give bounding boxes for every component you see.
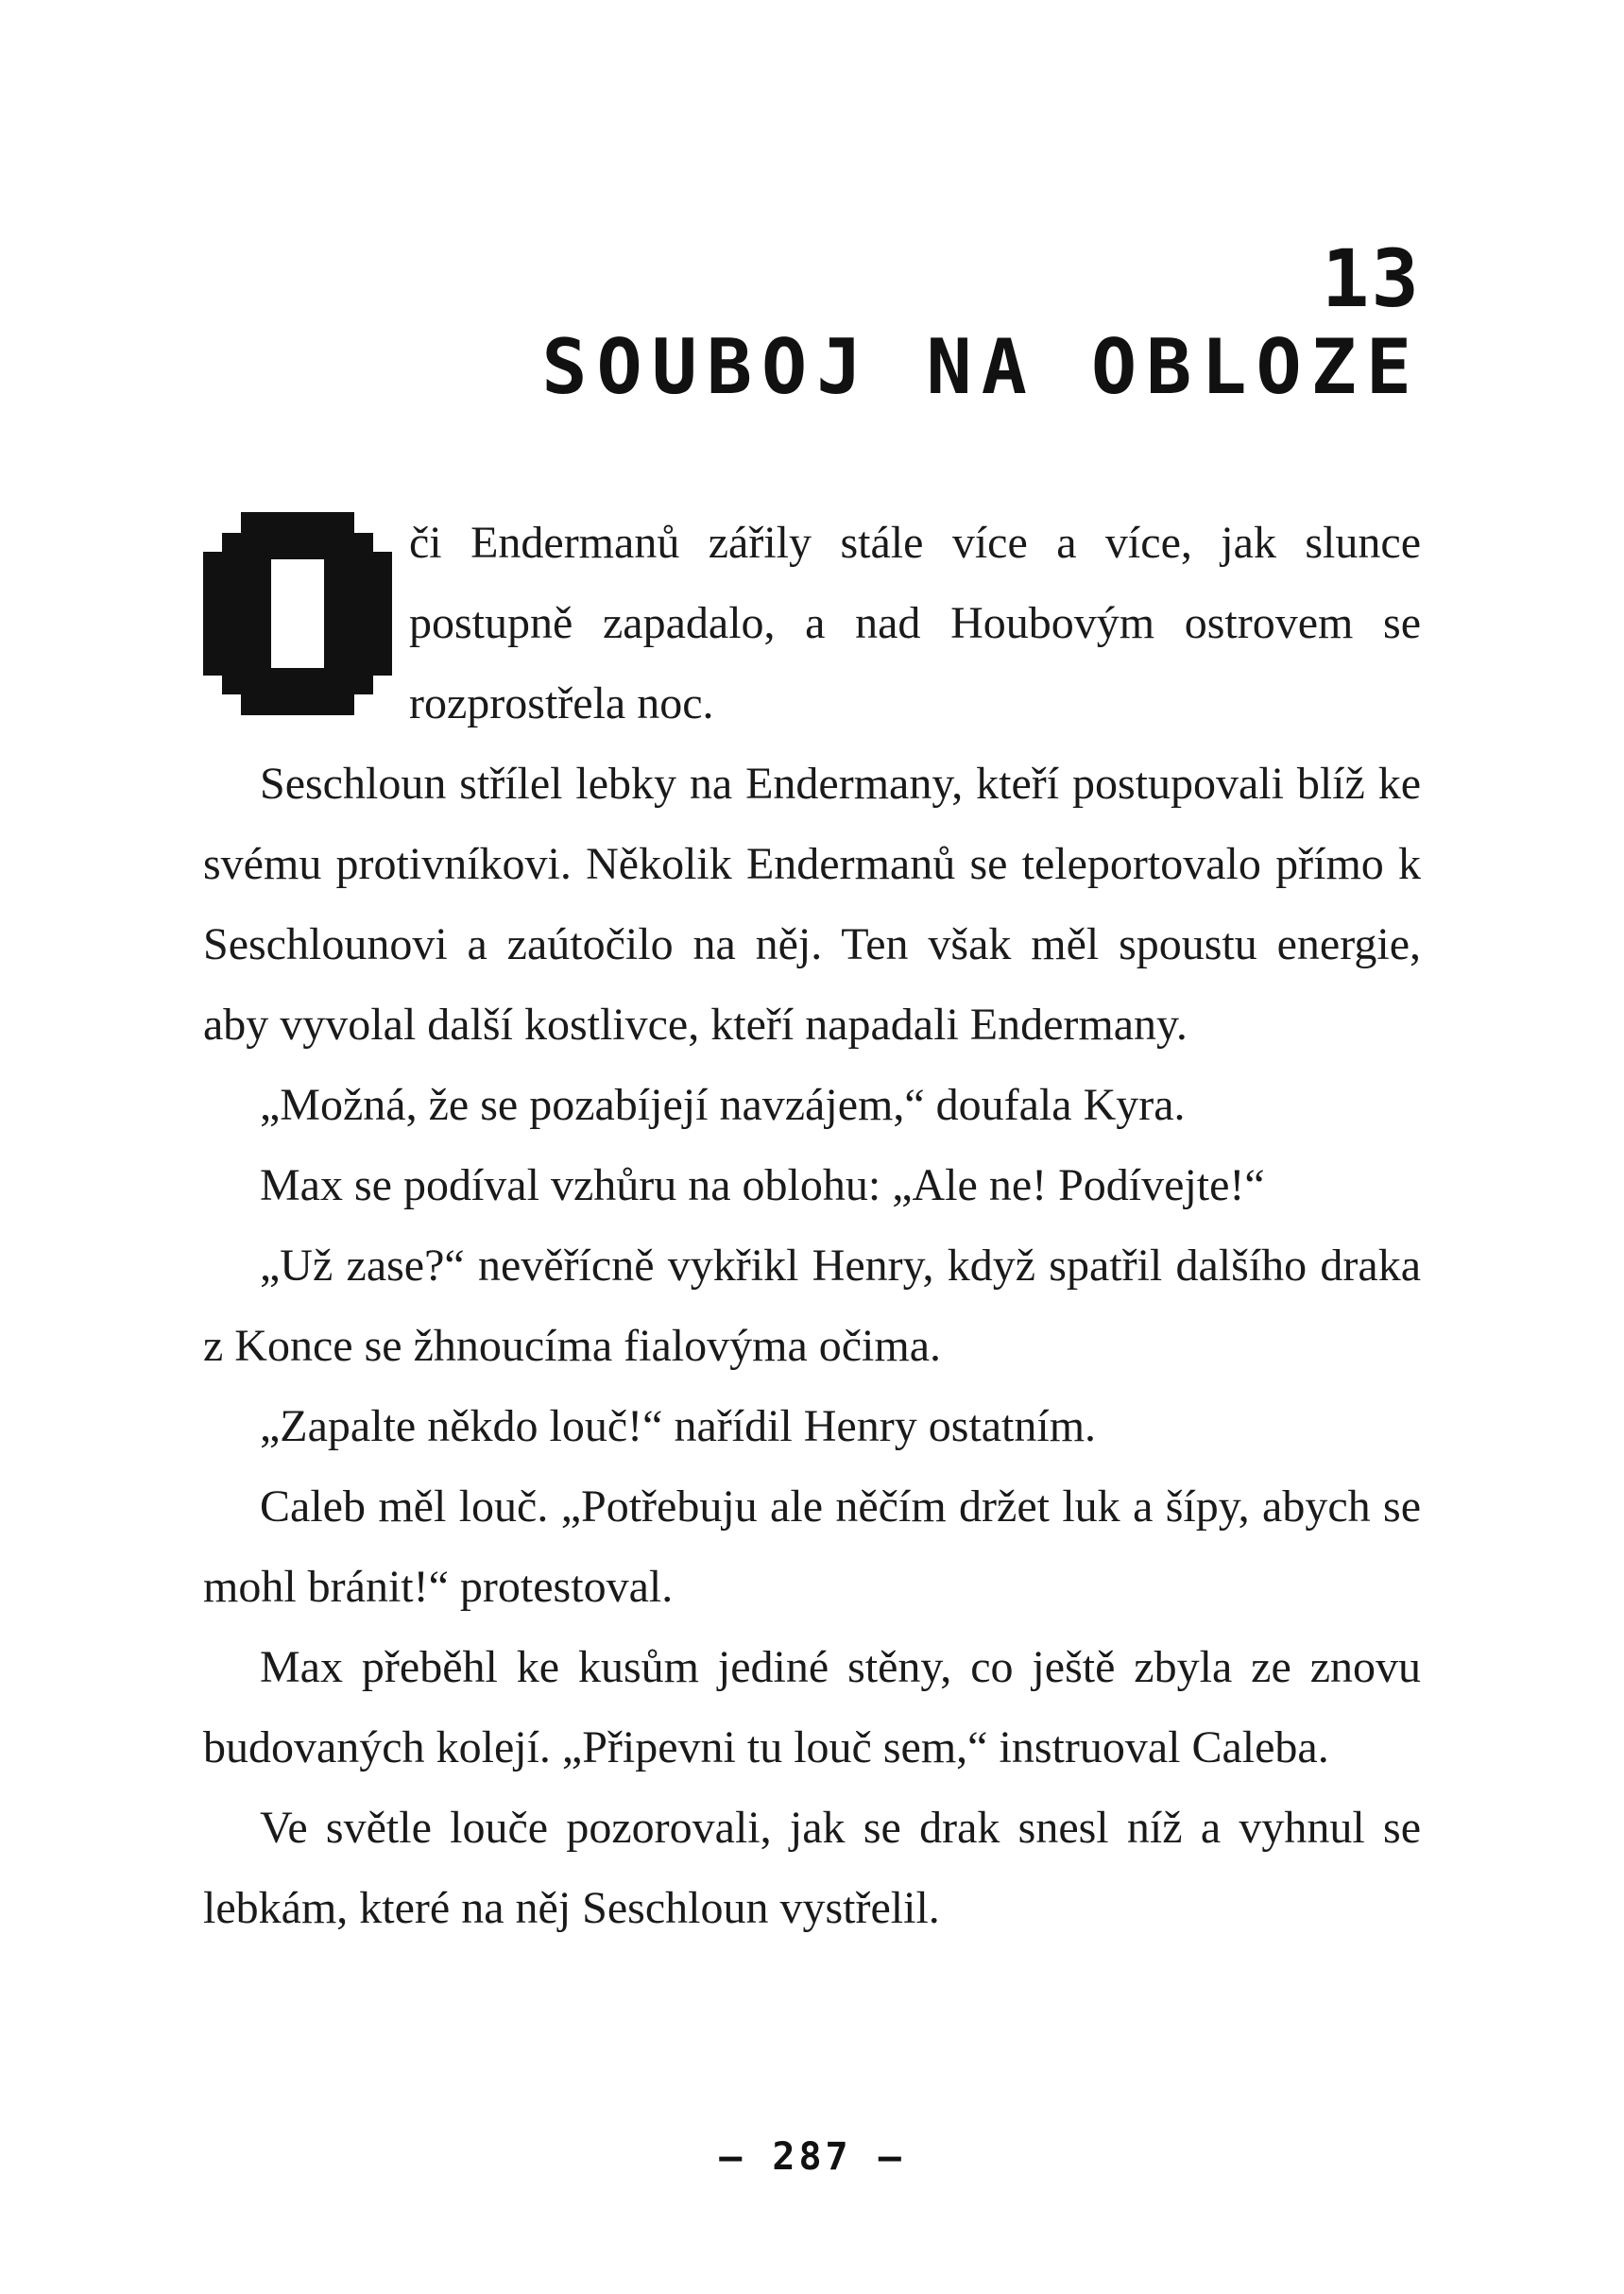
paragraph-5: „Už zase?“ nevěřícně vykřikl Henry, když spatřil dalšího draka z Konce se žhnoucíma fialovýma očima.	[203, 1241, 1421, 1371]
drop-cap	[203, 512, 392, 715]
chapter-title: SOUBOJ NA OBLOZE	[541, 323, 1421, 411]
paragraph-1	[203, 503, 1421, 744]
paragraph-4: Max se podíval vzhůru na oblohu: „Ale ne! Podívejte!“	[260, 1160, 1265, 1210]
chapter-body	[203, 503, 1421, 1948]
paragraph-9: Ve světle louče pozorovali, jak se drak snesl níž a vyhnul se lebkám, které na něj Seschloun vystřelil.	[203, 1803, 1421, 1933]
chapter-number: 13	[1321, 232, 1421, 325]
paragraph-6: „Zapalte někdo louč!“ nařídil Henry ostatním.	[260, 1401, 1097, 1451]
paragraph-3: „Možná, že se pozabíjejí navzájem,“ doufala Kyra.	[260, 1080, 1186, 1130]
chapter-header	[541, 232, 1421, 411]
paragraph-text: či Endermanů zářily stále více a více, jak slunce postupně zapadalo, a nad Houbovým ostrovem se rozprostřela noc.	[409, 518, 1421, 728]
paragraph-8: Max přeběhl ke kusům jediné stěny, co ještě zbyla ze znovu budovaných kolejí. „Připevni tu louč sem,“ instruoval Caleba.	[203, 1642, 1421, 1772]
drop-cap-pixel-glyph	[203, 512, 392, 715]
paragraph-7: Caleb měl louč. „Potřebuju ale něčím držet luk a šípy, abych se mohl bránit!“ protestoval.	[203, 1481, 1421, 1612]
page-number: – 287 –	[719, 2135, 905, 2179]
paragraph-2: Seschloun střílel lebky na Endermany, kteří postupovali blíž ke svému protivníkovi. Několik Endermanů se teleportovalo přímo k Seschlounovi a zaútočilo na něj. Ten však měl spoustu energie, aby vyvolal další kostlivce, kteří napadali Endermany.	[203, 759, 1421, 1050]
